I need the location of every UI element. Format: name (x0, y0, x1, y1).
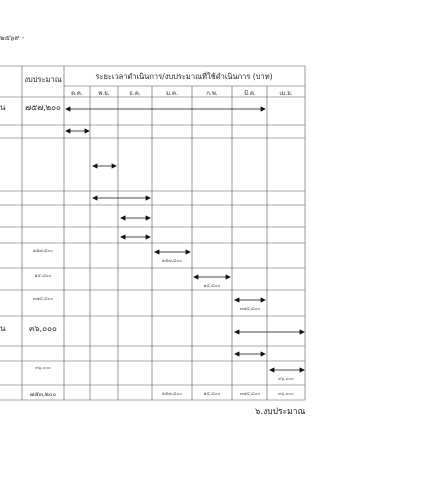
month-jan: ม.ค. (166, 90, 178, 97)
budget-row1: ๗๕๗,๒๐๐ (25, 103, 61, 112)
header-note: ๒๕๖๙ - (0, 34, 25, 42)
month-oct: ต.ค. (71, 90, 83, 97)
budget-row8: ๑๔,๘๐๐ (34, 274, 52, 279)
cell-amount-jan: ๑๕๗,๘๐๐ (161, 259, 183, 264)
total-mar: ๓๗๔,๘๐๐ (239, 392, 261, 397)
section-heading-budget: ๖.งบประมาณ (255, 407, 306, 417)
month-dec: ธ.ค. (129, 90, 141, 97)
budget-row10: ๓๖,๐๐๐ (29, 324, 57, 333)
arrow-row3 (93, 164, 116, 168)
cell-amount-apr: ๓๖,๐๐๐ (278, 377, 294, 382)
arrow-row8 (194, 275, 230, 279)
month-nov: พ.ย. (98, 90, 110, 97)
budget-row7: ๑๕๗,๘๐๐ (32, 249, 54, 254)
total-budget: ๗๕๓,๒๐๐ (29, 391, 57, 398)
arrow-row12 (270, 368, 304, 372)
period-header: ระยะเวลาดำเนินการ/งบประมาณที่ใช้ดำเนินการ (บาท) (95, 72, 273, 81)
arrow-row4 (93, 196, 150, 200)
month-feb: ก.พ. (206, 90, 218, 97)
total-jan: ๑๕๗,๘๐๐ (161, 392, 183, 397)
arrow-row2 (66, 129, 89, 133)
arrow-row6 (121, 235, 150, 239)
left-unit-1: น (0, 103, 6, 112)
cell-amount-feb: ๑๔,๘๐๐ (203, 284, 221, 289)
arrow-row5 (121, 216, 150, 220)
timeline-arrows (66, 107, 304, 372)
arrow-row9 (235, 298, 265, 302)
budget-row12: ๓๖,๐๐๐ (35, 366, 51, 371)
total-apr: ๓๖,๐๐๐ (278, 392, 294, 397)
total-feb: ๑๔,๘๐๐ (203, 392, 221, 397)
arrow-row10 (235, 330, 304, 334)
month-mar: มี.ค. (244, 90, 256, 97)
month-apr: เม.ย. (279, 90, 293, 97)
arrow-row1 (66, 107, 265, 111)
left-unit-2: น (0, 324, 6, 333)
budget-header: งบประมาณ (24, 75, 62, 84)
cell-amount-mar: ๓๗๔,๘๐๐ (239, 307, 261, 312)
arrow-row7 (155, 250, 190, 254)
arrow-row11 (235, 352, 265, 356)
budget-row9: ๓๗๔,๘๐๐ (32, 297, 54, 302)
